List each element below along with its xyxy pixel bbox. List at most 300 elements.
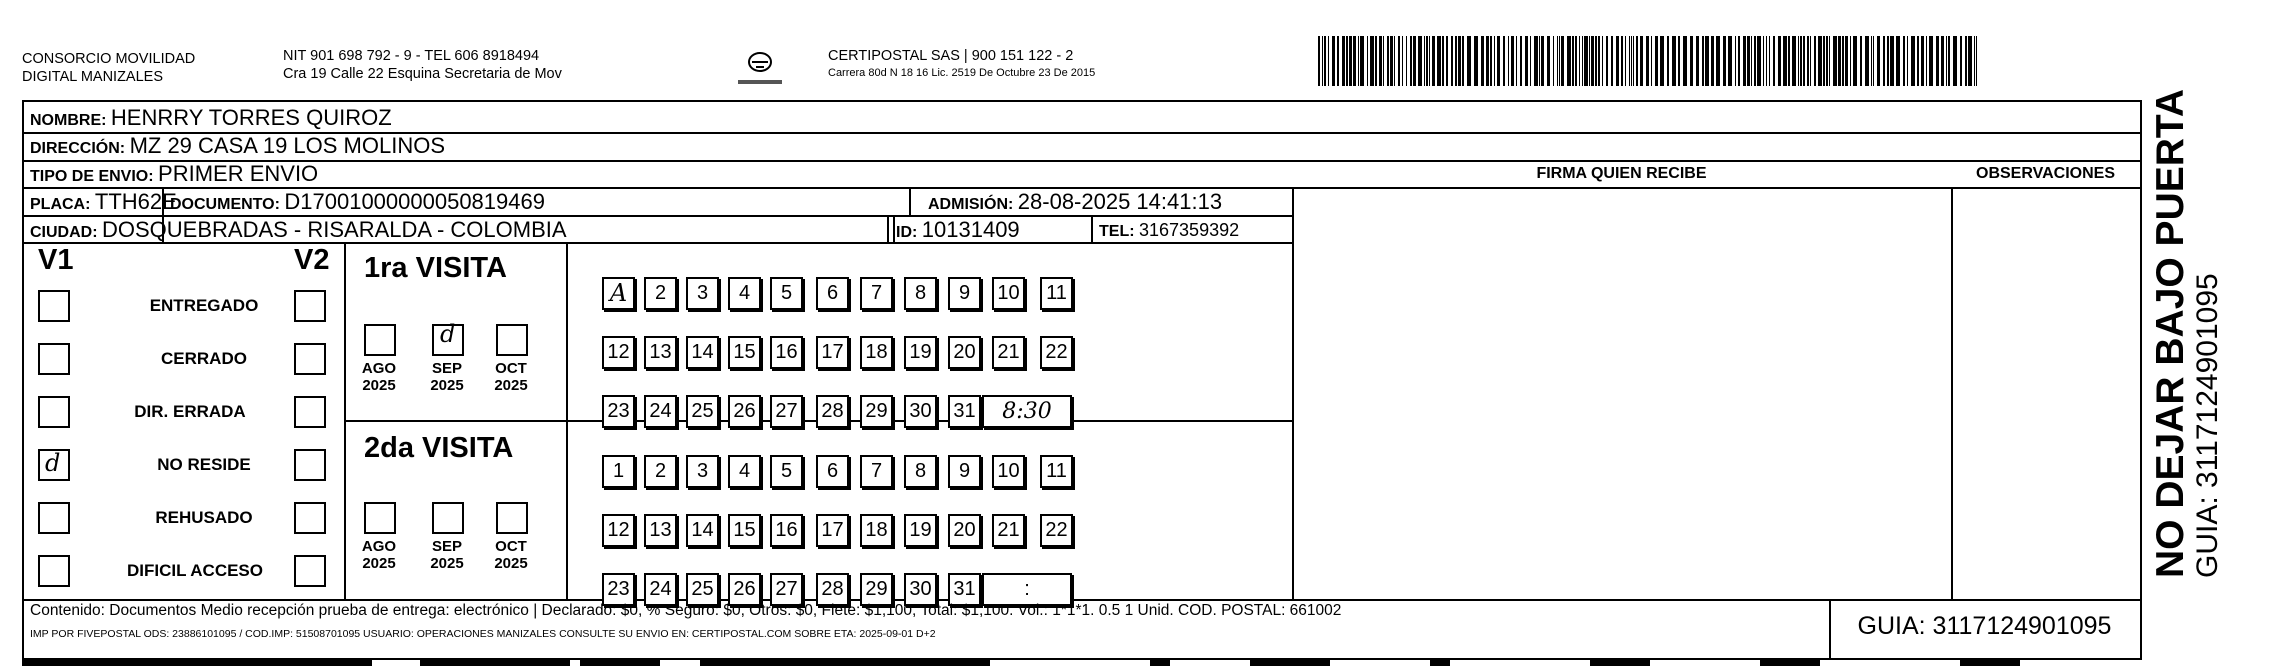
- barcode-bar: [1903, 36, 1905, 86]
- day-box[interactable]: 14: [686, 514, 719, 547]
- v1-checkbox[interactable]: [38, 343, 70, 375]
- barcode-bar: [1672, 36, 1676, 86]
- barcode-bar: [1783, 36, 1787, 86]
- barcode-bar: [1358, 36, 1359, 86]
- barcode-bar: [1883, 36, 1885, 86]
- day-box[interactable]: 28: [816, 573, 849, 606]
- barcode-bar: [1582, 36, 1583, 86]
- nombre-value: HENRRY TORRES QUIROZ: [110, 105, 392, 130]
- barcode-bar: [1778, 36, 1781, 86]
- barcode-bar: [1547, 36, 1550, 86]
- barcode-bar: [1936, 36, 1939, 86]
- day-box[interactable]: 16: [770, 514, 803, 547]
- day-box[interactable]: 22: [1040, 336, 1073, 369]
- company-name: [22, 50, 195, 86]
- tel-label: TEL:: [1099, 223, 1135, 240]
- time-box[interactable]: 8:30: [982, 395, 1072, 428]
- month-checkbox-ago[interactable]: [364, 502, 396, 534]
- company-info: [283, 47, 562, 83]
- barcode-bar: [1629, 36, 1630, 86]
- ciudad-field: [30, 216, 567, 247]
- month-checkbox-sep[interactable]: [432, 502, 464, 534]
- day-box[interactable]: 21: [992, 336, 1025, 369]
- no-dejar-bajo-puerta: NO DEJAR BAJO PUERTA: [2149, 88, 2192, 578]
- id-label: ID:: [896, 224, 918, 241]
- month-checkbox-sep[interactable]: [432, 320, 464, 356]
- day-box[interactable]: 25: [686, 573, 719, 606]
- barcode-bar: [1738, 36, 1740, 86]
- barcode-bar: [1611, 36, 1613, 86]
- barcode-bar: [1318, 36, 1320, 86]
- day-box[interactable]: 5: [770, 455, 803, 488]
- barcode-bar: [1907, 36, 1908, 86]
- day-box[interactable]: 9: [948, 455, 981, 488]
- day-box[interactable]: 3: [686, 455, 719, 488]
- day-box[interactable]: 23: [602, 395, 635, 428]
- day-box[interactable]: 4: [728, 277, 761, 310]
- ciudad-label: CIUDAD:: [30, 224, 98, 241]
- barcode-bar: [1437, 36, 1441, 86]
- barcode-bar: [1541, 36, 1544, 86]
- barcode-bar: [1360, 36, 1364, 86]
- day-box[interactable]: A: [602, 277, 635, 310]
- v1-checkbox[interactable]: [38, 449, 70, 481]
- barcode-bar: [1387, 36, 1389, 86]
- barcode-bar: [1636, 36, 1638, 86]
- barcode-bar: [1606, 36, 1608, 86]
- carrier-line: CERTIPOSTAL SAS | 900 151 122 - 2: [828, 48, 1074, 64]
- barcode-bar: [1559, 36, 1560, 86]
- barcode-bar: [1743, 36, 1746, 86]
- barcode-bar: [1413, 36, 1416, 86]
- barcode-bar: [1631, 36, 1632, 86]
- barcode-bar: [1850, 36, 1851, 86]
- day-box[interactable]: 22: [1040, 514, 1073, 547]
- barcode-bar: [1953, 36, 1957, 86]
- barcode-bar: [1887, 36, 1889, 86]
- contenido-text: Contenido: Documentos Medio recepción prueba de entrega: electrónico | Declarado: $0, % Seguro: $0, Otros: $0, Flete: $1,100, Total: $1,100. Vol.: 1*1*1. 0.5 1 Unid. COD. POSTAL: 661002: [30, 602, 1342, 619]
- day-box[interactable]: 3: [686, 277, 719, 310]
- day-box[interactable]: 5: [770, 277, 803, 310]
- barcode-bar: [1941, 36, 1944, 86]
- tipo-envio-value: PRIMER ENVIO: [158, 161, 319, 186]
- barcode-bar: [1683, 36, 1687, 86]
- barcode-bar: [1497, 36, 1500, 86]
- carrier-info: [828, 47, 1095, 81]
- carrier-logo: [730, 46, 790, 90]
- day-box[interactable]: 27: [770, 395, 803, 428]
- barcode-bar: [1406, 36, 1407, 86]
- barcode-bar: [1390, 36, 1393, 86]
- documento-label: DOCUMENTO:: [170, 196, 280, 213]
- barcode-bar: [1324, 36, 1326, 86]
- barcode-bar: [1810, 36, 1811, 86]
- barcode-bar: [1711, 36, 1714, 86]
- day-box[interactable]: 7: [860, 277, 893, 310]
- barcode-bar: [1788, 36, 1790, 86]
- barcode-bar: [1838, 36, 1841, 86]
- admision-label: ADMISIÓN:: [928, 196, 1014, 213]
- day-box[interactable]: 30: [904, 573, 937, 606]
- barcode-bar: [1690, 36, 1693, 86]
- barcode-bar: [1763, 36, 1764, 86]
- barcode-bar: [1584, 36, 1588, 86]
- barcode-bar: [1503, 36, 1505, 86]
- month-label: OCT 2025: [494, 538, 528, 572]
- day-box[interactable]: 12: [602, 514, 635, 547]
- barcode-bar: [1926, 36, 1927, 86]
- barcode-bar: [1567, 36, 1571, 86]
- tel-field: [1099, 216, 1239, 246]
- day-box[interactable]: 12: [602, 336, 635, 369]
- address-line: Cra 19 Calle 22 Esquina Secretaria de Mov: [283, 66, 562, 82]
- barcode-bar: [1621, 36, 1623, 86]
- barcode-bar: [1530, 36, 1531, 86]
- firma-column-header: FIRMA QUIEN RECIBE: [1536, 165, 1707, 182]
- barcode-bar: [1800, 36, 1802, 86]
- documento-field: [170, 188, 545, 219]
- v2-checkbox[interactable]: [294, 343, 326, 375]
- day-box[interactable]: 2: [644, 455, 677, 488]
- day-box[interactable]: 19: [904, 336, 937, 369]
- barcode-bar: [1442, 36, 1444, 86]
- month-label: SEP 2025: [430, 360, 464, 394]
- day-box[interactable]: 28: [816, 395, 849, 428]
- barcode-bar: [1814, 36, 1816, 86]
- barcode-bar: [1728, 36, 1732, 86]
- barcode-bar: [1678, 36, 1680, 86]
- barcode-bar: [1976, 36, 1977, 86]
- status-label: DIR. ERRADA: [134, 402, 246, 421]
- day-box[interactable]: 18: [860, 514, 893, 547]
- barcode-bar: [1424, 36, 1425, 86]
- admision-field: [928, 188, 1222, 219]
- barcode-bar: [1474, 36, 1478, 86]
- imp-text: IMP POR FIVEPOSTAL ODS: 23886101095 / COD.IMP: 51508701095 USUARIO: OPERACIONES MANIZALES CONSULTE SU ENVIO EN: CERTIPOSTAL.COM SOBRE ETA: 2025-09-01 D+2: [30, 628, 936, 640]
- day-box[interactable]: 13: [644, 336, 677, 369]
- barcode-bar: [1948, 36, 1950, 86]
- barcode-bar: [1379, 36, 1382, 86]
- barcode-bar: [1871, 36, 1872, 86]
- barcode-bar: [1353, 36, 1356, 86]
- barcode-bar: [1818, 36, 1822, 86]
- barcode-bar: [1595, 36, 1597, 86]
- barcode-bar: [1773, 36, 1775, 86]
- day-box[interactable]: 21: [992, 514, 1025, 547]
- barcode-bar: [1561, 36, 1564, 86]
- barcode-bar: [1723, 36, 1726, 86]
- barcode-bar: [1467, 36, 1471, 86]
- day-box[interactable]: 16: [770, 336, 803, 369]
- month-label: OCT 2025: [494, 360, 528, 394]
- day-box[interactable]: 17: [816, 336, 849, 369]
- barcode-bar: [1349, 36, 1352, 86]
- barcode-bar: [1342, 36, 1345, 86]
- day-box[interactable]: 1: [602, 455, 635, 488]
- first-visit-title: 1ra VISITA: [364, 252, 507, 284]
- day-box[interactable]: 31: [948, 573, 981, 606]
- barcode-bar: [1418, 36, 1422, 86]
- tipo-envio-field: [30, 160, 318, 191]
- day-box[interactable]: 9: [948, 277, 981, 310]
- second-visit-title: 2da VISITA: [364, 432, 514, 464]
- day-box[interactable]: 31: [948, 395, 981, 428]
- month-label: SEP 2025: [430, 538, 464, 572]
- barcode-bar: [1651, 36, 1652, 86]
- carrier-address-line: Carrera 80d N 18 16 Lic. 2519 De Octubre 23 De 2015: [828, 67, 1096, 79]
- barcode-bar: [1917, 36, 1919, 86]
- barcode-bar: [1974, 36, 1975, 86]
- day-box[interactable]: 14: [686, 336, 719, 369]
- barcode-bar: [1735, 36, 1736, 86]
- v2-checkbox[interactable]: [294, 396, 326, 428]
- month-label: AGO 2025: [361, 538, 397, 572]
- barcode-bar: [1829, 36, 1830, 86]
- barcode-bar: [1375, 36, 1377, 86]
- barcode-bar: [1625, 36, 1626, 86]
- month-checkbox-oct[interactable]: [496, 324, 528, 356]
- day-box[interactable]: 18: [860, 336, 893, 369]
- barcode-bar: [1896, 36, 1900, 86]
- barcode-bar: [1696, 36, 1699, 86]
- placa-value: TTH62E: [94, 189, 177, 214]
- day-box[interactable]: 7: [860, 455, 893, 488]
- barcode-bar: [1640, 36, 1643, 86]
- day-box[interactable]: 15: [728, 336, 761, 369]
- ciudad-value: DOSQUEBRADAS - RISARALDA - COLOMBIA: [102, 217, 567, 242]
- bottom-bars: [0, 654, 2288, 666]
- barcode-bar: [1557, 36, 1558, 86]
- barcode-bar: [1534, 36, 1538, 86]
- barcode-bar: [1751, 36, 1752, 86]
- day-box[interactable]: 27: [770, 573, 803, 606]
- day-box[interactable]: 30: [904, 395, 937, 428]
- barcode-bar: [1946, 36, 1947, 86]
- barcode-bar: [1394, 36, 1395, 86]
- day-box[interactable]: 8: [904, 277, 937, 310]
- barcode-bar: [1754, 36, 1756, 86]
- company-line1: CONSORCIO MOVILIDAD: [22, 51, 196, 67]
- barcode-bar: [1490, 36, 1492, 86]
- status-label: CERRADO: [161, 349, 247, 368]
- day-box[interactable]: 10: [992, 277, 1025, 310]
- barcode-bar: [1960, 36, 1962, 86]
- documento-value: D17001000000050819469: [284, 189, 545, 214]
- v2-checkbox[interactable]: [294, 290, 326, 322]
- barcode-bar: [1911, 36, 1915, 86]
- barcode-bar: [1432, 36, 1435, 86]
- day-box[interactable]: 19: [904, 514, 937, 547]
- barcode-bar: [1747, 36, 1750, 86]
- barcode-bar: [1589, 36, 1590, 86]
- barcode-bar: [1402, 36, 1403, 86]
- barcode-bar: [1667, 36, 1669, 86]
- month-checkbox-oct[interactable]: [496, 502, 528, 534]
- status-label: REHUSADO: [155, 508, 253, 527]
- nombre-label: NOMBRE:: [30, 112, 107, 129]
- barcode-bar: [1616, 36, 1619, 86]
- barcode-bar: [1572, 36, 1574, 86]
- id-field: [896, 216, 1020, 247]
- barcode-bar: [1660, 36, 1664, 86]
- direccion-value: MZ 29 CASA 19 LOS MOLINOS: [129, 133, 446, 158]
- status-label: NO RESIDE: [157, 455, 251, 474]
- barcode-bar: [1426, 36, 1428, 86]
- day-box[interactable]: 26: [728, 395, 761, 428]
- barcode-bar: [1803, 36, 1805, 86]
- barcode-bar: [1462, 36, 1464, 86]
- day-box[interactable]: 17: [816, 514, 849, 547]
- company-line2: DIGITAL MANIZALES: [22, 69, 163, 85]
- direccion-field: [30, 132, 445, 163]
- day-box[interactable]: 26: [728, 573, 761, 606]
- barcode-bar: [1842, 36, 1844, 86]
- month-checkbox-ago[interactable]: [364, 324, 396, 356]
- barcode-bar: [1865, 36, 1869, 86]
- v1-checkbox[interactable]: [38, 396, 70, 428]
- v1-checkbox[interactable]: [38, 502, 70, 534]
- barcode-bar: [1655, 36, 1658, 86]
- barcode-bar: [1337, 36, 1339, 86]
- month-label: AGO 2025: [361, 360, 397, 394]
- barcode: [1318, 36, 1982, 86]
- barcode-bar: [1646, 36, 1649, 86]
- v1-header: V1: [38, 244, 74, 276]
- day-box[interactable]: 10: [992, 455, 1025, 488]
- status-label: ENTREGADO: [149, 296, 259, 315]
- side-guia: GUIA: 3117124901095: [2191, 273, 2224, 578]
- admision-value: 28-08-2025 14:41:13: [1017, 189, 1223, 214]
- barcode-bar: [1458, 36, 1461, 86]
- day-box[interactable]: 20: [948, 336, 981, 369]
- barcode-bar: [1705, 36, 1709, 86]
- barcode-bar: [1455, 36, 1457, 86]
- barcode-bar: [1539, 36, 1540, 86]
- barcode-bar: [1367, 36, 1368, 86]
- v1-checkmark: d: [45, 449, 61, 477]
- barcode-bar: [1598, 36, 1600, 86]
- barcode-bar: [1410, 36, 1412, 86]
- v2-checkbox[interactable]: [294, 502, 326, 534]
- barcode-bar: [1792, 36, 1796, 86]
- day-box[interactable]: 24: [644, 395, 677, 428]
- day-box[interactable]: 11: [1040, 277, 1073, 310]
- guia-footer: GUIA: 3117124901095: [1857, 612, 2112, 640]
- direccion-label: DIRECCIÓN:: [30, 140, 126, 157]
- barcode-bar: [1451, 36, 1453, 86]
- barcode-bar: [1446, 36, 1448, 86]
- barcode-bar: [1769, 36, 1770, 86]
- day-box[interactable]: 13: [644, 514, 677, 547]
- day-box[interactable]: 24: [644, 573, 677, 606]
- barcode-bar: [1807, 36, 1809, 86]
- barcode-bar: [1383, 36, 1384, 86]
- barcode-bar: [1486, 36, 1489, 86]
- barcode-bar: [1968, 36, 1972, 86]
- day-box[interactable]: 4: [728, 455, 761, 488]
- month-checkmark: d: [440, 320, 456, 348]
- barcode-bar: [1845, 36, 1848, 86]
- barcode-bar: [1494, 36, 1495, 86]
- day-box[interactable]: 29: [860, 395, 893, 428]
- barcode-bar: [1833, 36, 1837, 86]
- barcode-bar: [1873, 36, 1874, 86]
- nombre-field: [30, 104, 392, 135]
- day-box[interactable]: 8: [904, 455, 937, 488]
- v2-checkbox[interactable]: [294, 555, 326, 587]
- barcode-bar: [1481, 36, 1484, 86]
- barcode-bar: [1508, 36, 1509, 86]
- observaciones-column-header: OBSERVACIONES: [1976, 165, 2115, 182]
- day-box[interactable]: 2: [644, 277, 677, 310]
- side-label: [2149, 88, 2230, 578]
- barcode-bar: [1823, 36, 1825, 86]
- barcode-bar: [1511, 36, 1514, 86]
- day-box[interactable]: 23: [602, 573, 635, 606]
- status-label: DIFICIL ACCESO: [126, 561, 263, 580]
- tel-value: 3167359392: [1139, 220, 1240, 240]
- barcode-bar: [1921, 36, 1924, 86]
- day-box[interactable]: 29: [860, 573, 893, 606]
- barcode-bar: [1826, 36, 1828, 86]
- v1-checkbox[interactable]: [38, 290, 70, 322]
- day-box[interactable]: 15: [728, 514, 761, 547]
- day-box[interactable]: 6: [816, 277, 849, 310]
- barcode-bar: [1890, 36, 1894, 86]
- barcode-bar: [1702, 36, 1704, 86]
- v2-header: V2: [294, 244, 330, 276]
- day-box[interactable]: 11: [1040, 455, 1073, 488]
- barcode-bar: [1332, 36, 1335, 86]
- day-box[interactable]: 6: [816, 455, 849, 488]
- v2-checkbox[interactable]: [294, 449, 326, 481]
- barcode-bar: [1579, 36, 1580, 86]
- barcode-bar: [1798, 36, 1799, 86]
- barcode-bar: [1525, 36, 1528, 86]
- barcode-bar: [1716, 36, 1720, 86]
- barcode-bar: [1766, 36, 1767, 86]
- barcode-bar: [1520, 36, 1522, 86]
- barcode-bar: [1757, 36, 1761, 86]
- barcode-bar: [1633, 36, 1634, 86]
- barcode-bar: [1853, 36, 1857, 86]
- day-box[interactable]: 25: [686, 395, 719, 428]
- barcode-bar: [1591, 36, 1594, 86]
- barcode-bar: [1929, 36, 1933, 86]
- delivery-form: [22, 100, 2142, 660]
- time-box[interactable]: :: [982, 573, 1072, 606]
- v1-checkbox[interactable]: [38, 555, 70, 587]
- barcode-bar: [1860, 36, 1862, 86]
- placa-label: PLACA:: [30, 196, 91, 213]
- nit-line: NIT 901 698 792 - 9 - TEL 606 8918494: [283, 48, 540, 64]
- tipo-envio-label: TIPO DE ENVIO:: [30, 168, 154, 185]
- barcode-bar: [1575, 36, 1577, 86]
- barcode-bar: [1516, 36, 1517, 86]
- barcode-bar: [1602, 36, 1603, 86]
- barcode-bar: [1370, 36, 1374, 86]
- id-value: 10131409: [921, 217, 1020, 242]
- barcode-bar: [1322, 36, 1323, 86]
- barcode-bar: [1553, 36, 1554, 86]
- barcode-bar: [1877, 36, 1880, 86]
- placa-field: [30, 188, 177, 219]
- barcode-bar: [1346, 36, 1348, 86]
- barcode-bar: [1965, 36, 1967, 86]
- day-box[interactable]: 20: [948, 514, 981, 547]
- barcode-bar: [1328, 36, 1329, 86]
- barcode-bar: [1429, 36, 1430, 86]
